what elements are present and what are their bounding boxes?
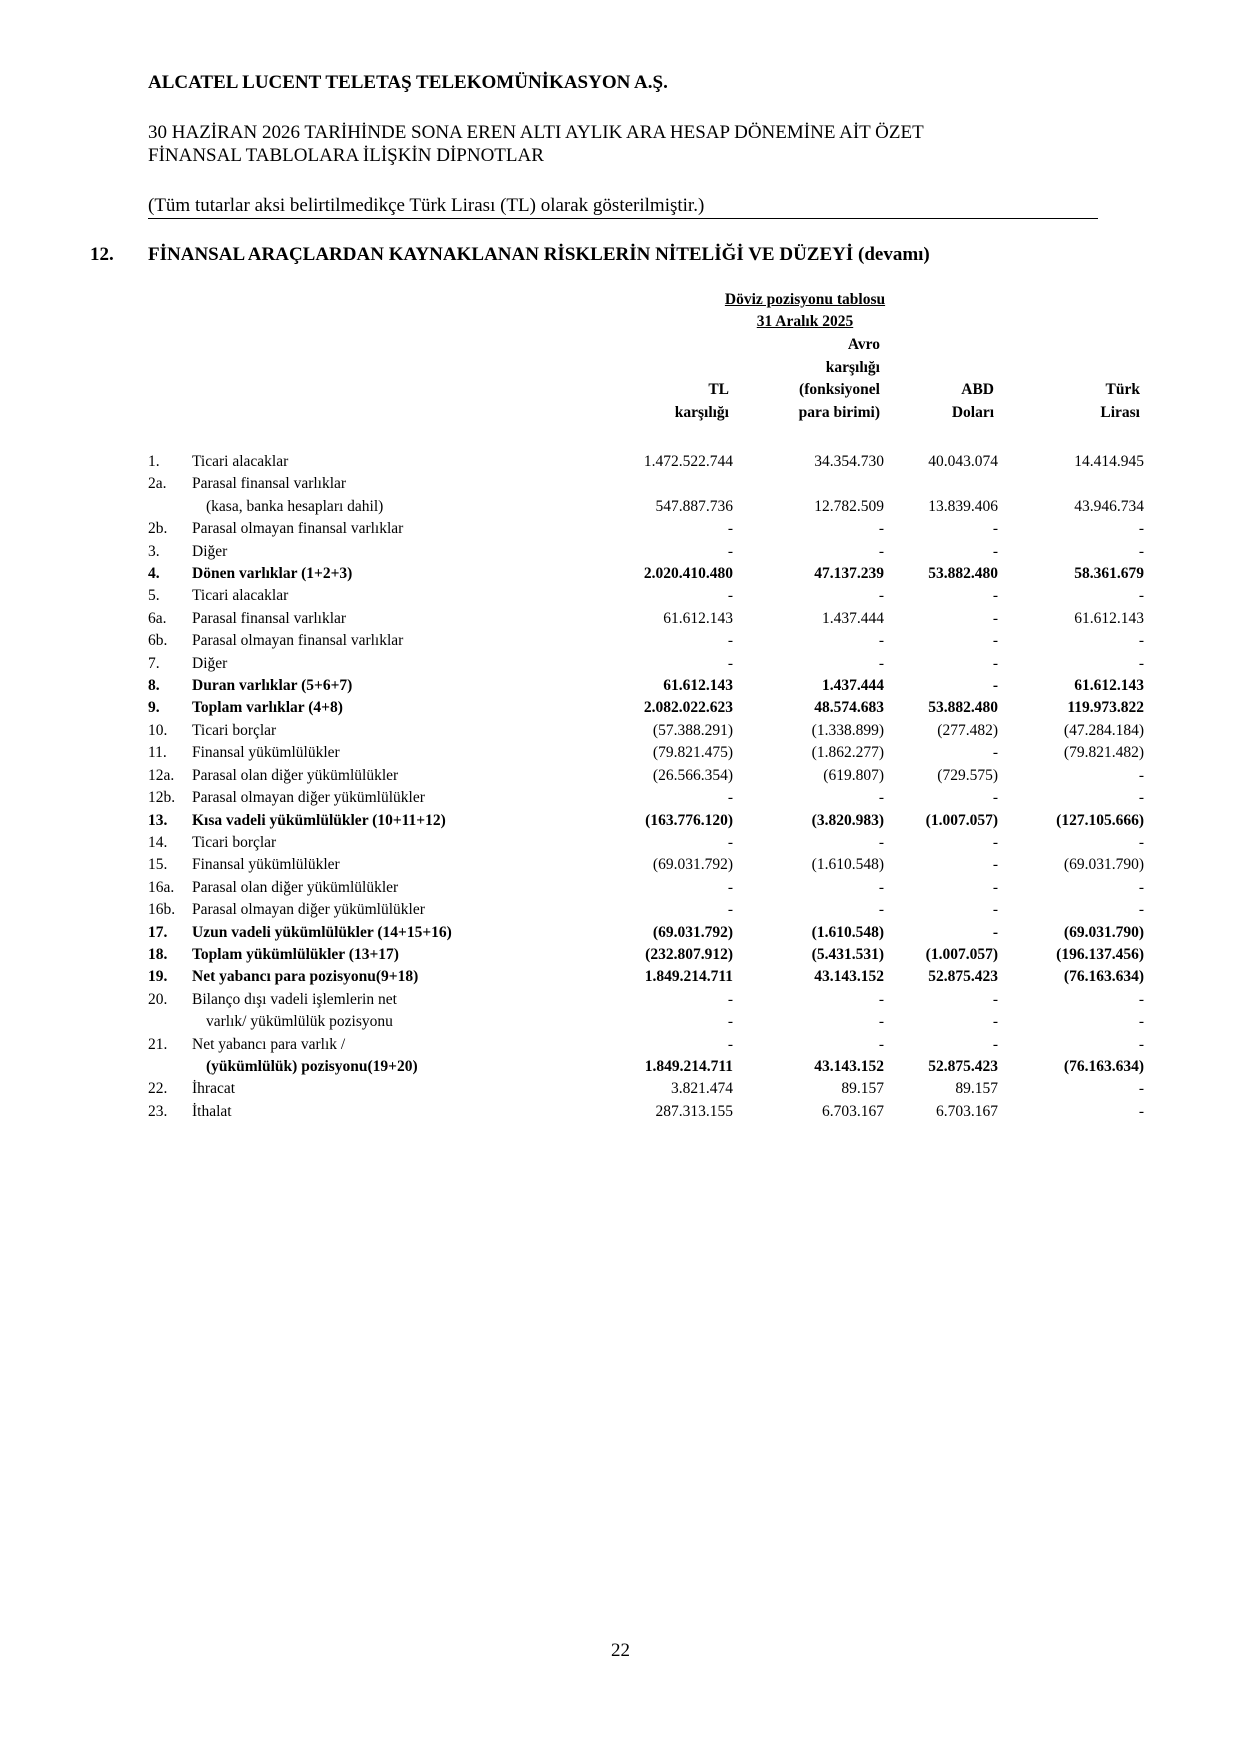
value-try: -: [1138, 654, 1144, 672]
row-number: 3.: [148, 542, 160, 560]
value-eur: 12.782.509: [814, 497, 884, 515]
row-label: Ticari borçlar: [192, 833, 277, 851]
fx-position-table-body: [148, 451, 1144, 1123]
row-number: 16a.: [148, 878, 175, 896]
row-label: Toplam varlıklar (4+8): [192, 699, 343, 717]
value-eur: -: [878, 901, 884, 919]
value-tl: (79.821.475): [652, 744, 733, 762]
column-header-eur-line: para birimi): [798, 403, 880, 421]
table-row: [148, 585, 1144, 607]
value-tl: -: [727, 901, 733, 919]
table-row: [148, 922, 1144, 944]
row-label: Parasal olmayan diğer yükümlülükler: [192, 901, 425, 919]
value-tl: -: [727, 789, 733, 807]
value-usd: -: [992, 677, 998, 695]
value-usd: 53.882.480: [928, 565, 998, 583]
value-try: -: [1138, 1013, 1144, 1031]
value-usd: (1.007.057): [925, 945, 998, 963]
value-tl: 1.849.214.711: [644, 968, 733, 986]
value-try: -: [1138, 990, 1144, 1008]
row-number: 2a.: [148, 475, 167, 493]
value-try: 58.361.679: [1074, 565, 1144, 583]
section-title: FİNANSAL ARAÇLARDAN KAYNAKLANAN RİSKLERİN NİTELİĞİ VE DÜZEYİ (devamı): [148, 244, 930, 265]
value-tl: -: [727, 587, 733, 605]
row-number: 12b.: [148, 789, 176, 807]
report-subtitle-line2: FİNANSAL TABLOLARA İLİŞKİN DİPNOTLAR: [148, 145, 544, 166]
value-usd: -: [992, 878, 998, 896]
row-label: varlık/ yükümlülük pozisyonu: [206, 1013, 393, 1031]
row-number: 18.: [148, 945, 168, 963]
row-label: Parasal finansal varlıklar: [192, 475, 347, 493]
value-try: (127.105.666): [1056, 811, 1144, 829]
table-row: [148, 653, 1144, 675]
row-number: 13.: [148, 811, 168, 829]
row-label: Parasal olmayan diğer yükümlülükler: [192, 789, 425, 807]
value-eur: -: [878, 878, 884, 896]
page-number: 22: [611, 1640, 630, 1661]
value-usd: (1.007.057): [925, 811, 998, 829]
row-number: 10.: [148, 721, 168, 739]
value-eur: 1.437.444: [822, 609, 884, 627]
value-eur: 89.157: [841, 1080, 884, 1098]
value-tl: 547.887.736: [655, 497, 733, 515]
row-number: 4.: [148, 565, 160, 583]
column-header-eur-line: (fonksiyonel: [799, 381, 880, 398]
value-eur: -: [878, 990, 884, 1008]
section-number: 12.: [90, 244, 114, 265]
table-row: [148, 608, 1144, 630]
value-usd: -: [992, 1035, 998, 1053]
value-eur: 43.143.152: [814, 968, 884, 986]
value-tl: 3.821.474: [671, 1080, 733, 1098]
value-tl: -: [727, 654, 733, 672]
row-label: Parasal olan diğer yükümlülükler: [192, 766, 399, 784]
value-eur: 48.574.683: [814, 699, 884, 717]
value-eur: -: [878, 1035, 884, 1053]
table-row: [148, 697, 1144, 719]
row-number: 8.: [148, 677, 160, 695]
column-header-tl-line: karşılığı: [674, 403, 729, 421]
fx-position-table: [148, 451, 1144, 1123]
value-eur: (1.862.277): [811, 744, 884, 762]
row-number: [148, 1056, 192, 1078]
value-usd: -: [992, 542, 998, 560]
value-usd: -: [992, 990, 998, 1008]
table-row: [148, 1034, 1144, 1056]
table-row: [148, 451, 1144, 473]
row-label: Ticari borçlar: [192, 721, 277, 739]
value-try: -: [1138, 833, 1144, 851]
table-row: [148, 854, 1144, 876]
value-try: -: [1138, 632, 1144, 650]
value-try: 119.973.822: [1067, 699, 1144, 717]
row-number: 22.: [148, 1080, 168, 1098]
row-number: 23.: [148, 1102, 168, 1120]
value-usd: -: [992, 901, 998, 919]
row-number: 9.: [148, 699, 160, 717]
row-label: Dönen varlıklar (1+2+3): [192, 565, 353, 583]
value-tl: -: [727, 878, 733, 896]
column-header-try: [990, 379, 1140, 424]
table-row: [148, 966, 1144, 988]
table-date: [660, 313, 950, 331]
currency-note: (Tüm tutarlar aksi belirtilmedikçe Türk Lirası (TL) olarak gösterilmiştir.): [148, 195, 705, 216]
row-label: Bilanço dışı vadeli işlemlerin net: [192, 990, 397, 1008]
column-header-usd: [844, 379, 994, 424]
value-usd: (277.482): [937, 721, 998, 739]
value-usd: -: [992, 654, 998, 672]
table-row: [148, 899, 1144, 921]
value-eur: -: [878, 1013, 884, 1031]
table-row: [148, 832, 1144, 854]
value-tl: 1.849.214.711: [644, 1057, 733, 1075]
table-row: [148, 1101, 1144, 1123]
column-header-tl: [579, 379, 729, 424]
row-label: Parasal olan diğer yükümlülükler: [192, 878, 399, 896]
row-label: Finansal yükümlülükler: [192, 856, 340, 874]
company-name: ALCATEL LUCENT TELETAŞ TELEKOMÜNİKASYON A.Ş.: [148, 72, 668, 93]
row-number: [148, 1011, 192, 1033]
value-eur: (5.431.531): [811, 945, 884, 963]
value-eur: (3.820.983): [811, 811, 884, 829]
value-usd: 89.157: [955, 1080, 998, 1098]
row-number: 14.: [148, 833, 168, 851]
row-label: İhracat: [192, 1080, 236, 1098]
table-row: [148, 496, 1144, 518]
row-label: Toplam yükümlülükler (13+17): [192, 945, 399, 963]
table-row: [148, 518, 1144, 540]
column-header-try-line: Türk: [1105, 381, 1140, 398]
value-eur: -: [878, 632, 884, 650]
value-eur: 34.354.730: [814, 453, 884, 470]
value-usd: 52.875.423: [928, 968, 998, 986]
row-number: [148, 496, 192, 518]
value-tl: (69.031.792): [652, 856, 733, 874]
row-label: Net yabancı para pozisyonu(9+18): [192, 968, 419, 986]
row-label: Parasal olmayan finansal varlıklar: [192, 520, 404, 538]
value-try: [998, 473, 1144, 495]
value-try: (69.031.790): [1063, 923, 1144, 941]
column-header-usd-line: ABD: [961, 381, 994, 398]
value-tl: 2.082.022.623: [643, 699, 733, 717]
column-header-usd-line: Doları: [951, 403, 994, 421]
table-date-text: 31 Aralık 2025: [756, 313, 854, 330]
row-number: 15.: [148, 856, 168, 874]
value-try: -: [1138, 587, 1144, 605]
row-number: 16b.: [148, 901, 176, 919]
column-header-eur-line: Avro: [847, 336, 880, 353]
row-label: Finansal yükümlülükler: [192, 744, 340, 762]
row-number: 6a.: [148, 609, 167, 627]
table-row: [148, 742, 1144, 764]
column-header-try-line: Lirası: [1100, 403, 1140, 421]
row-number: 12a.: [148, 766, 175, 784]
value-tl: (232.807.912): [645, 945, 733, 963]
row-label: Kısa vadeli yükümlülükler (10+11+12): [192, 811, 446, 829]
row-number: 21.: [148, 1035, 168, 1053]
value-eur: (1.610.548): [811, 923, 884, 941]
value-tl: 1.472.522.744: [643, 453, 733, 470]
value-tl: -: [727, 520, 733, 538]
row-label: (kasa, banka hesapları dahil): [206, 497, 384, 515]
value-tl: -: [727, 1035, 733, 1053]
table-row: [148, 630, 1144, 652]
row-label: Diğer: [192, 654, 228, 672]
value-try: -: [1138, 766, 1144, 784]
value-eur: -: [878, 833, 884, 851]
value-try: 43.946.734: [1074, 497, 1144, 515]
table-row: [148, 810, 1144, 832]
value-tl: -: [727, 1013, 733, 1031]
value-try: -: [1138, 878, 1144, 896]
column-header-eur-line: karşılığı: [825, 358, 880, 376]
value-usd: -: [992, 1013, 998, 1031]
value-usd: -: [992, 632, 998, 650]
row-number: 11.: [148, 744, 167, 762]
value-try: (76.163.634): [1063, 1057, 1144, 1075]
value-try: (69.031.790): [1063, 856, 1144, 874]
row-label: Diğer: [192, 542, 228, 560]
table-row: [148, 1056, 1144, 1078]
table-row: [148, 787, 1144, 809]
value-eur: (619.807): [823, 766, 884, 784]
row-label: Net yabancı para varlık /: [192, 1035, 346, 1053]
value-usd: -: [992, 744, 998, 762]
value-usd: -: [992, 609, 998, 627]
value-try: -: [1138, 1102, 1144, 1120]
row-number: 5.: [148, 587, 160, 605]
value-tl: -: [727, 632, 733, 650]
table-row: [148, 675, 1144, 697]
row-label: Parasal finansal varlıklar: [192, 609, 347, 627]
value-eur: 43.143.152: [814, 1057, 884, 1075]
value-tl: 61.612.143: [663, 677, 733, 695]
value-usd: 52.875.423: [928, 1057, 998, 1075]
table-row: [148, 1078, 1144, 1100]
value-tl: -: [727, 833, 733, 851]
value-try: -: [1138, 789, 1144, 807]
value-try: (76.163.634): [1063, 968, 1144, 986]
table-row: [148, 1011, 1144, 1033]
row-number: 1.: [148, 453, 160, 470]
header-divider: [148, 218, 1098, 219]
row-label: Ticari alacaklar: [192, 453, 289, 470]
value-usd: 13.839.406: [928, 497, 998, 515]
row-number: 7.: [148, 654, 160, 672]
value-eur: -: [878, 520, 884, 538]
value-try: (196.137.456): [1056, 945, 1144, 963]
table-caption-text: Döviz pozisyonu tablosu: [724, 291, 886, 308]
value-eur: 47.137.239: [814, 565, 884, 583]
value-tl: (26.566.354): [652, 766, 733, 784]
row-number: 2b.: [148, 520, 168, 538]
value-tl: 287.313.155: [655, 1102, 733, 1120]
value-try: -: [1138, 542, 1144, 560]
table-row: [148, 877, 1144, 899]
value-try: (79.821.482): [1063, 744, 1144, 762]
row-number: 6b.: [148, 632, 168, 650]
column-header-tl-line: TL: [708, 381, 729, 398]
value-usd: 53.882.480: [928, 699, 998, 717]
value-try: -: [1138, 520, 1144, 538]
value-tl: -: [727, 990, 733, 1008]
value-tl: (57.388.291): [652, 721, 733, 739]
row-label: Ticari alacaklar: [192, 587, 289, 605]
table-caption: [660, 291, 950, 309]
value-usd: [884, 473, 998, 495]
value-try: -: [1138, 1080, 1144, 1098]
value-usd: 6.703.167: [936, 1102, 998, 1120]
value-tl: (163.776.120): [645, 811, 733, 829]
value-usd: -: [992, 520, 998, 538]
value-tl: 61.612.143: [663, 609, 733, 627]
value-usd: 40.043.074: [928, 453, 998, 470]
value-tl: (69.031.792): [652, 923, 733, 941]
value-usd: -: [992, 856, 998, 874]
value-try: 14.414.945: [1074, 453, 1144, 470]
value-eur: 1.437.444: [822, 677, 884, 695]
value-usd: -: [992, 923, 998, 941]
value-try: 61.612.143: [1074, 609, 1144, 627]
table-row: [148, 563, 1144, 585]
table-row: [148, 473, 1144, 495]
table-row: [148, 989, 1144, 1011]
value-tl: [546, 473, 733, 495]
value-usd: -: [992, 833, 998, 851]
table-row: [148, 765, 1144, 787]
value-usd: -: [992, 789, 998, 807]
value-eur: -: [878, 654, 884, 672]
value-eur: (1.610.548): [811, 856, 884, 874]
value-usd: -: [992, 587, 998, 605]
value-try: (47.284.184): [1063, 721, 1144, 739]
value-eur: -: [878, 587, 884, 605]
table-row: [148, 944, 1144, 966]
value-try: -: [1138, 1035, 1144, 1053]
value-usd: (729.575): [937, 766, 998, 784]
value-eur: [733, 473, 884, 495]
row-number: 17.: [148, 923, 168, 941]
row-number: 20.: [148, 990, 168, 1008]
value-eur: 6.703.167: [822, 1102, 884, 1120]
value-eur: (1.338.899): [811, 721, 884, 739]
row-label: (yükümlülük) pozisyonu(19+20): [206, 1057, 418, 1075]
value-tl: -: [727, 542, 733, 560]
row-label: Parasal olmayan finansal varlıklar: [192, 632, 404, 650]
table-row: [148, 541, 1144, 563]
row-label: Uzun vadeli yükümlülükler (14+15+16): [192, 923, 452, 941]
value-eur: -: [878, 542, 884, 560]
row-label: Duran varlıklar (5+6+7): [192, 677, 353, 695]
value-try: 61.612.143: [1074, 677, 1144, 695]
row-label: İthalat: [192, 1102, 232, 1120]
table-row: [148, 720, 1144, 742]
row-number: 19.: [148, 968, 168, 986]
report-subtitle-line1: 30 HAZİRAN 2026 TARİHİNDE SONA EREN ALTI AYLIK ARA HESAP DÖNEMİNE AİT ÖZET: [148, 122, 924, 143]
value-tl: 2.020.410.480: [643, 565, 733, 583]
value-eur: -: [878, 789, 884, 807]
value-try: -: [1138, 901, 1144, 919]
